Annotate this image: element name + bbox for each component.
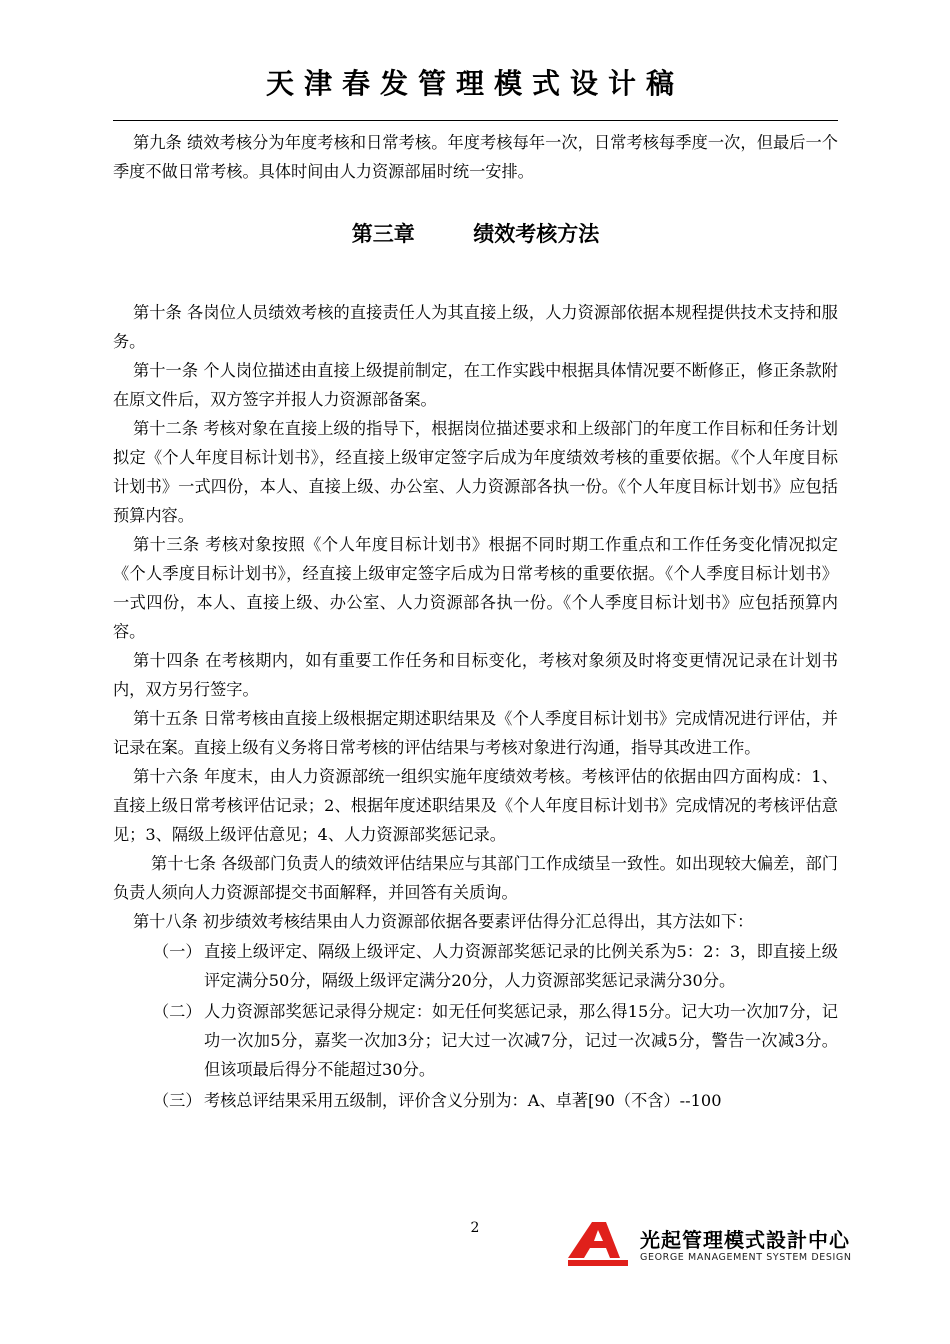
list-item-text: 直接上级评定、隔级上级评定、人力资源部奖惩记录的比例关系为5：2：3，即直接上级评定满分50分，隔级上级评定满分20分，人力资源部奖惩记录满分30分。 bbox=[204, 942, 838, 990]
logo-a-icon bbox=[568, 1222, 628, 1268]
article-11-paragraph: 第十一条 个人岗位描述由直接上级提前制定，在工作实践中根据具体情况要不断修正，修正条款附在原文件后，双方签字并报人力资源部备案。 bbox=[113, 361, 838, 409]
article-10-paragraph: 第十条 各岗位人员绩效考核的直接责任人为其直接上级，人力资源部依据本规程提供技术支持和服务。 bbox=[113, 303, 838, 351]
article-14-paragraph: 第十四条 在考核期内，如有重要工作任务和目标变化，考核对象须及时将变更情况记录在计划书内，双方另行签字。 bbox=[113, 651, 838, 699]
list-marker: （二） bbox=[153, 1002, 202, 1021]
list-marker: （三） bbox=[153, 1091, 202, 1110]
page-number: 2 bbox=[470, 1220, 480, 1236]
article-13-paragraph: 第十三条 考核对象按照《个人年度目标计划书》根据不同时期工作重点和工作任务变化情况拟定《个人季度目标计划书》，经直接上级审定签字后成为日常考核的重要依据。《个人季度目标计划书》一式四份，本人、直接上级、办公室、人力资源部各执一份。《个人季度目标计划书》应包括预算内容。 bbox=[113, 535, 838, 641]
list-item-text: 考核总评结果采用五级制，评价含义分别为：A、卓著[90（不含）--100 bbox=[204, 1091, 722, 1110]
list-marker: （一） bbox=[153, 942, 202, 961]
article-18-paragraph: 第十八条 初步绩效考核结果由人力资源部依据各要素评估得分汇总得出，其方法如下： bbox=[133, 912, 754, 931]
article-12-paragraph: 第十二条 考核对象在直接上级的指导下，根据岗位描述要求和上级部门的年度工作目标和任务计划拟定《个人年度目标计划书》，经直接上级审定签字后成为年度绩效考核的重要依据。《个人年度目标计划书》一式四份，本人、直接上级、办公室、人力资源部各执一份。《个人年度目标计划书》应包括预算内容。 bbox=[113, 419, 838, 525]
header-divider bbox=[113, 120, 838, 121]
chapter-title: 第三章 绩效考核方法 bbox=[351, 222, 600, 246]
list-item bbox=[113, 1086, 838, 1115]
list-item-text: 人力资源部奖惩记录得分规定：如无任何奖惩记录，那么得15分。记大功一次加7分，记功一次加5分，嘉奖一次加3分；记大过一次减7分，记过一次减5分，警告一次减3分。但该项最后得分不能超过30分。 bbox=[204, 1002, 838, 1079]
list-item bbox=[113, 937, 838, 995]
page-header-title: 天津春发管理模式设计稿 bbox=[265, 67, 684, 100]
logo-subtitle: GEORGE MANAGEMENT SYSTEM DESIGN bbox=[640, 1252, 852, 1263]
article-9-paragraph: 第九条 绩效考核分为年度考核和日常考核。年度考核每年一次，日常考核每季度一次，但最后一个季度不做日常考核。具体时间由人力资源部届时统一安排。 bbox=[113, 133, 838, 181]
article-15-paragraph: 第十五条 日常考核由直接上级根据定期述职结果及《个人季度目标计划书》完成情况进行评估，并记录在案。直接上级有义务将日常考核的评估结果与考核对象进行沟通，指导其改进工作。 bbox=[113, 709, 838, 757]
list-item bbox=[113, 997, 838, 1084]
footer-logo bbox=[568, 1222, 852, 1268]
logo-title: 光起管理模式設計中心 bbox=[640, 1228, 850, 1252]
article-16-paragraph: 第十六条 年度末，由人力资源部统一组织实施年度绩效考核。考核评估的依据由四方面构成：1、直接上级日常考核评估记录；2、根据年度述职结果及《个人年度目标计划书》完成情况的考核评估意见；3、隔级上级评估意见；4、人力资源部奖惩记录。 bbox=[113, 767, 838, 844]
document-body bbox=[113, 128, 838, 1117]
article-17-paragraph: 第十七条 各级部门负责人的绩效评估结果应与其部门工作成绩呈一致性。如出现较大偏差，部门负责人须向人力资源部提交书面解释，并回答有关质询。 bbox=[113, 854, 838, 902]
